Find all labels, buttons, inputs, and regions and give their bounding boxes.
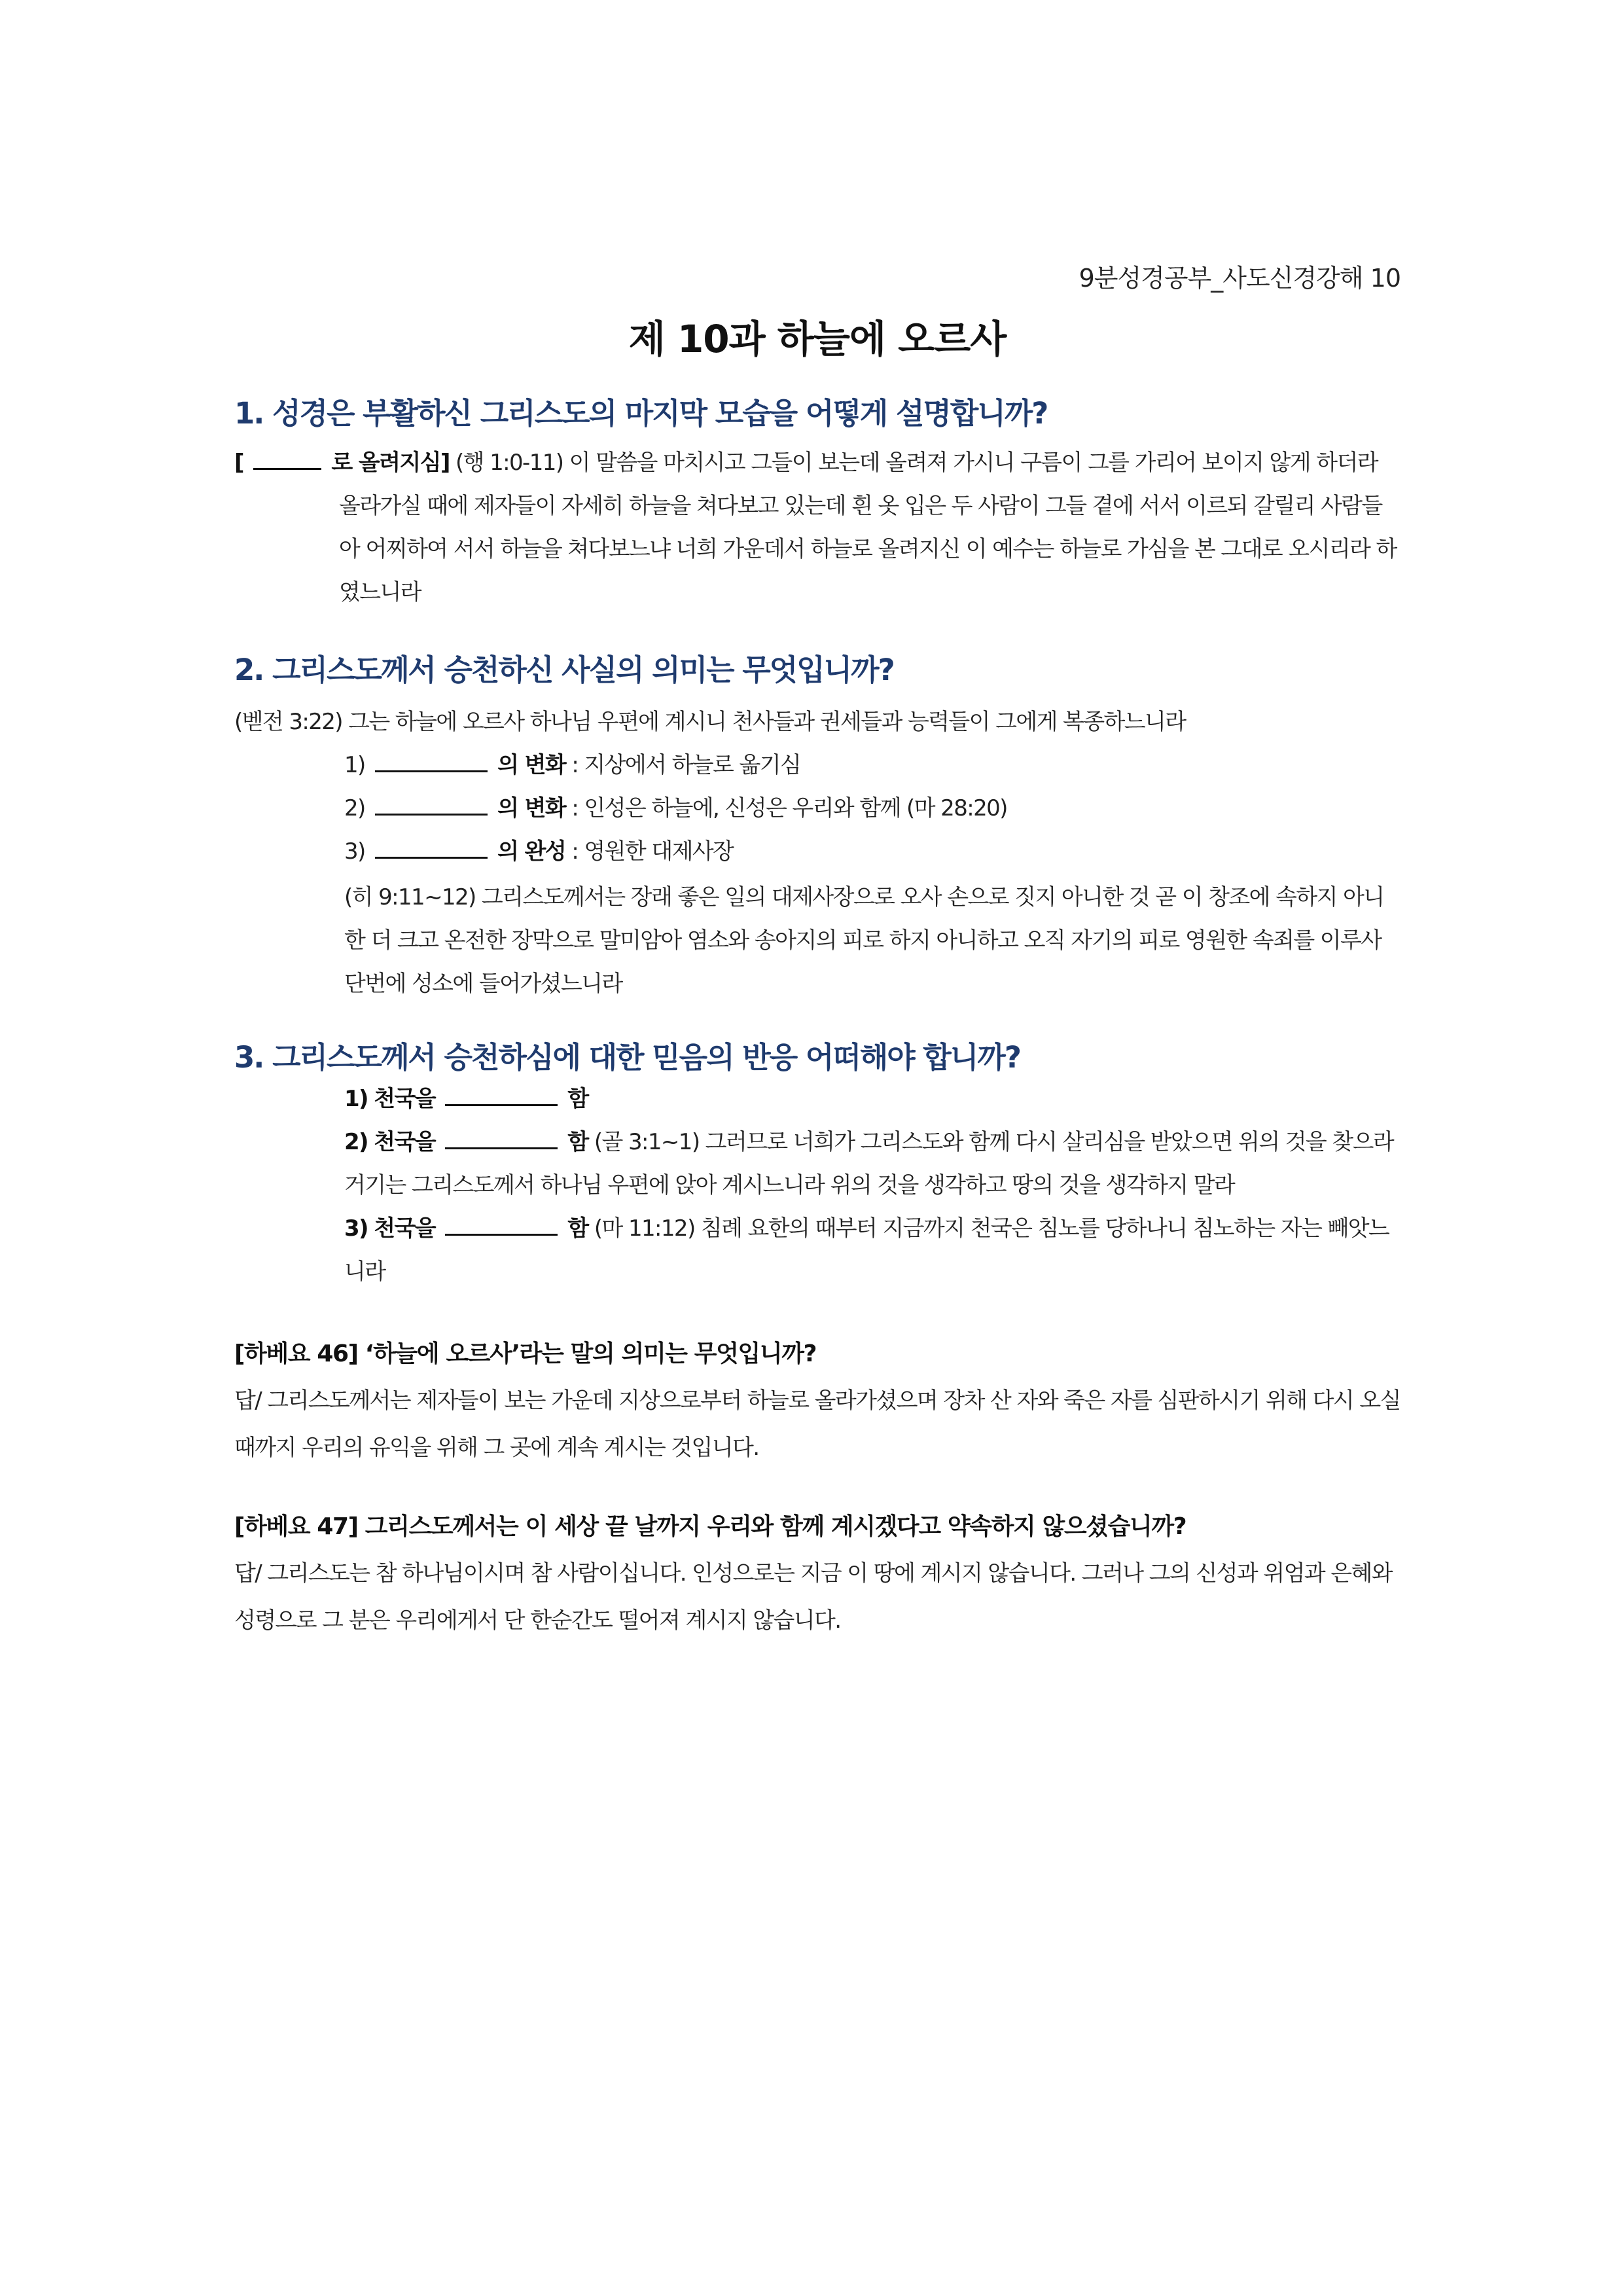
fill-blank[interactable]	[375, 831, 488, 859]
item-prefix: 천국을	[374, 1086, 435, 1112]
item-suffix: 함	[567, 1215, 588, 1242]
item-number: 1)	[344, 752, 365, 778]
document-page	[234, 262, 1400, 1644]
item-label: 의 변화	[497, 795, 566, 821]
question-1: 1. 성경은 부활하신 그리스도의 마지막 모습을 어떻게 설명합니까?	[234, 396, 1048, 431]
fill-blank[interactable]	[375, 744, 488, 772]
item-label: 의 완성	[497, 838, 566, 865]
lesson-title: 제 10과 하늘에 오르사	[628, 317, 1007, 361]
question-2-verse: (벧전 3:22) 그는 하늘에 오르사 하나님 우편에 계시니 천사들과 권세들과 능력들이 그에게 복종하느니라	[234, 709, 1186, 735]
catechism-answer-47: 답/ 그리스도는 참 하나님이시며 참 사람이십니다. 인성으로는 지금 이 땅에 계시지 않습니다. 그러나 그의 신성과 위엄과 은혜와 성령으로 그 분은 우리에게서 단 한순간도 떨어져 계시지 않습니다.	[234, 1560, 1393, 1634]
question-3-items	[234, 1077, 1400, 1293]
bracket-open: [	[234, 450, 243, 476]
fill-blank[interactable]	[445, 1208, 558, 1236]
scripture-text: 이 말씀을 마치시고 그들이 보는데 올려져 가시니 구름이 그를 가리어 보이지 않게 하더라 올라가실 때에 제자들이 자세히 하늘을 쳐다보고 있는데 흰 옷 입은 두 사람이 그들 곁에 서서 이르되 갈릴리 사람들아 어찌하여 서서 하늘을 쳐다보느냐 너희 가운데서 하늘로 올려지신 이 예수는 하늘로 가심을 본 그대로 오시리라 하였느니라	[339, 450, 1397, 605]
fill-blank[interactable]	[445, 1121, 558, 1149]
item-suffix: 함	[567, 1129, 588, 1155]
item-description: : 영원한 대제사장	[571, 838, 734, 865]
fill-blank[interactable]	[445, 1078, 558, 1106]
scripture-reference: (행 1:0-11)	[455, 450, 563, 476]
catechism-answer-46: 답/ 그리스도께서는 제자들이 보는 가운데 지상으로부터 하늘로 올라가셨으며 장차 산 자와 죽은 자를 심판하시기 위해 다시 오실 때까지 우리의 유익을 위해 그 곳에 계속 계시는 것입니다.	[234, 1388, 1400, 1461]
question-3: 3. 그리스도께서 승천하심에 대한 믿음의 반응 어떠해야 합니까?	[234, 1040, 1020, 1075]
fill-blank[interactable]	[253, 442, 321, 470]
fill-blank[interactable]	[375, 787, 488, 816]
item-reference: (골 3:1~1) 그러므로 너희가 그리스도와 함께 다시 살리심을 받았으면 위의 것을 찾으라 거기는 그리스도께서 하나님 우편에 앉아 계시느니라 위의 것을 생각하고 땅의 것을 생각하지 말라	[344, 1129, 1394, 1198]
list-item	[344, 1207, 1400, 1293]
list-item	[344, 744, 1400, 787]
item-description: : 인성은 하늘에, 신성은 우리와 함께 (마 28:20)	[571, 795, 1007, 821]
item-suffix: 함	[567, 1086, 588, 1112]
item-number: 2)	[344, 1129, 368, 1155]
hebrews-reference: (히 9:11~12) 그리스도께서는 장래 좋은 일의 대제사장으로 오사 손으로 짓지 아니한 것 곧 이 창조에 속하지 아니한 더 크고 온전한 장막으로 말미암아 염소와 송아지의 피로 하지 아니하고 오직 자기의 피로 영원한 속죄를 이루사 단번에 성소에 들어가셨느니라	[344, 884, 1384, 997]
catechism-question-46: [하베요 46] ‘하늘에 오르사’라는 말의 의미는 무엇입니까?	[234, 1340, 817, 1367]
question-2: 2. 그리스도께서 승천하신 사실의 의미는 무엇입니까?	[234, 653, 894, 687]
item-number: 3)	[344, 1215, 368, 1242]
list-item	[344, 787, 1400, 830]
item-reference: (마 11:12) 침례 요한의 때부터 지금까지 천국은 침노를 당하나니 침노하는 자는 빼앗느니라	[344, 1215, 1389, 1285]
answer-label: 로 올려지심]	[331, 450, 450, 476]
item-number: 1)	[344, 1086, 368, 1112]
list-item	[344, 1077, 1400, 1121]
catechism-question-47: [하베요 47] 그리스도께서는 이 세상 끝 날까지 우리와 함께 계시겠다고 약속하지 않으셨습니까?	[234, 1513, 1186, 1540]
question-2-items	[234, 744, 1400, 1005]
question-1-answer	[234, 441, 1400, 614]
item-number: 3)	[344, 838, 365, 865]
item-prefix: 천국을	[374, 1129, 435, 1155]
item-number: 2)	[344, 795, 365, 821]
item-label: 의 변화	[497, 752, 566, 778]
item-prefix: 천국을	[374, 1215, 435, 1242]
list-item	[344, 830, 1400, 873]
series-header: 9분성경공부_사도신경강해 10	[1079, 264, 1400, 293]
item-description: : 지상에서 하늘로 옮기심	[571, 752, 801, 778]
list-item	[344, 1121, 1400, 1207]
